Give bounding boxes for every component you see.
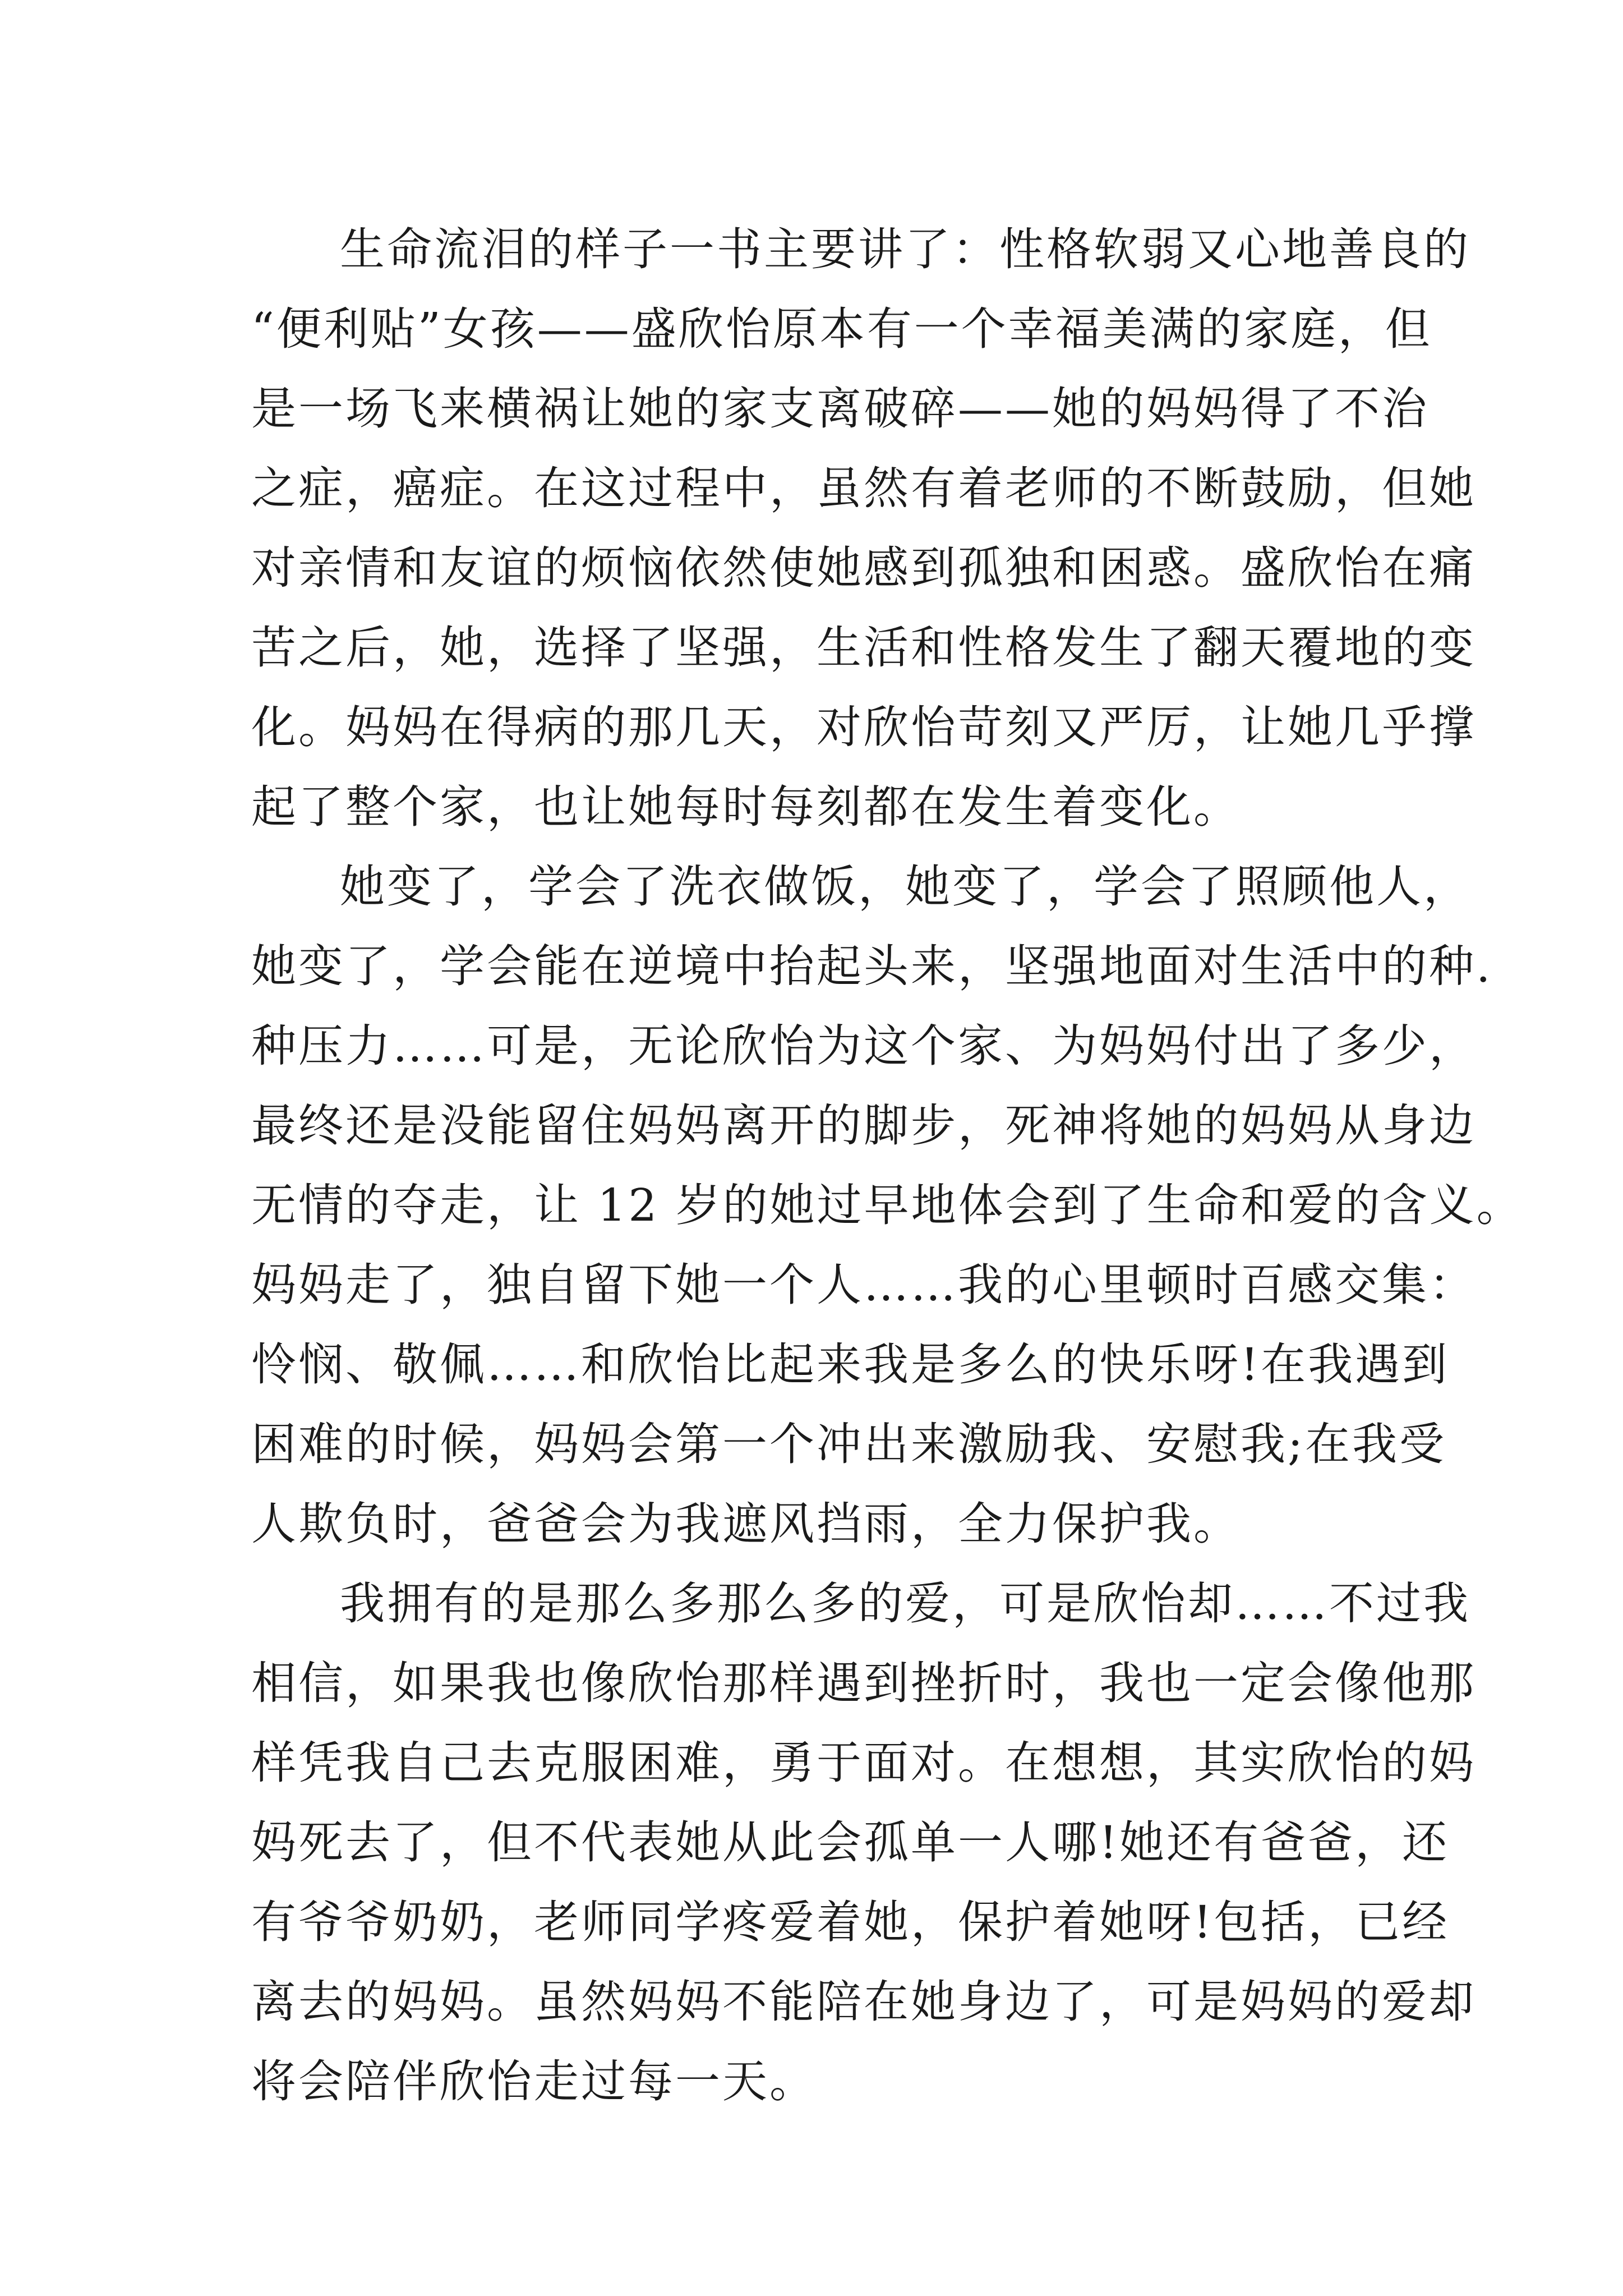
- text-line: 妈妈走了，独自留下她一个人……我的心里顿时百感交集：: [251, 1259, 1476, 1311]
- text-line: 样凭我自己去克服困难，勇于面对。在想想，其实欣怡的妈: [251, 1737, 1476, 1789]
- text-line: 对亲情和友谊的烦恼依然使她感到孤独和困惑。盛欣怡在痛: [251, 542, 1476, 594]
- text-line: 有爷爷奶奶，老师同学疼爱着她，保护着她呀!包括，已经: [251, 1896, 1450, 1948]
- text-line: 离去的妈妈。虽然妈妈不能陪在她身边了，可是妈妈的爱却: [251, 1976, 1476, 2028]
- text-line: 是一场飞来横祸让她的家支离破碎——她的妈妈得了不治: [251, 383, 1429, 435]
- text-line: 最终还是没能留住妈妈离开的脚步，死神将她的妈妈从身边: [251, 1099, 1476, 1152]
- text-line: 她变了，学会能在逆境中抬起头来，坚强地面对生活中的种.: [251, 940, 1493, 992]
- text-line: 困难的时候，妈妈会第一个冲出来激励我、安慰我;在我受: [251, 1418, 1446, 1470]
- text-line: 我拥有的是那么多那么多的爱，可是欣怡却……不过我: [340, 1577, 1470, 1630]
- text-line: 无情的夺走，让 12 岁的她过早地体会到了生命和爱的含义。: [251, 1179, 1524, 1231]
- text-line: 相信，如果我也像欣怡那样遇到挫折时，我也一定会像他那: [251, 1657, 1476, 1709]
- text-line: 怜悯、敬佩……和欣怡比起来我是多么的快乐呀!在我遇到: [251, 1338, 1450, 1391]
- text-line: 人欺负时，爸爸会为我遮风挡雨，全力保护我。: [251, 1498, 1241, 1550]
- essay-body: [251, 210, 1524, 2122]
- text-line: 将会陪伴欣怡走过每一天。: [251, 2055, 817, 2108]
- text-line: “便利贴”女孩——盛欣怡原本有一个幸福美满的家庭，但: [251, 303, 1432, 355]
- text-line: 生命流泪的样子一书主要讲了：性格软弱又心地善良的: [340, 223, 1470, 275]
- text-line: 妈死去了，但不代表她从此会孤单一人哪!她还有爸爸，还: [251, 1816, 1450, 1869]
- text-line: 种压力……可是，无论欣怡为这个家、为妈妈付出了多少，: [251, 1020, 1476, 1072]
- text-line: 之症，癌症。在这过程中，虽然有着老师的不断鼓励，但她: [251, 462, 1476, 514]
- text-line: 她变了，学会了洗衣做饭，她变了，学会了照顾他人，: [340, 861, 1470, 913]
- text-line: 化。妈妈在得病的那几天，对欣怡苛刻又严厉，让她几乎撑: [251, 701, 1476, 753]
- text-line: 苦之后，她，选择了坚强，生活和性格发生了翻天覆地的变: [251, 622, 1476, 674]
- text-line: 起了整个家，也让她每时每刻都在发生着变化。: [251, 781, 1241, 833]
